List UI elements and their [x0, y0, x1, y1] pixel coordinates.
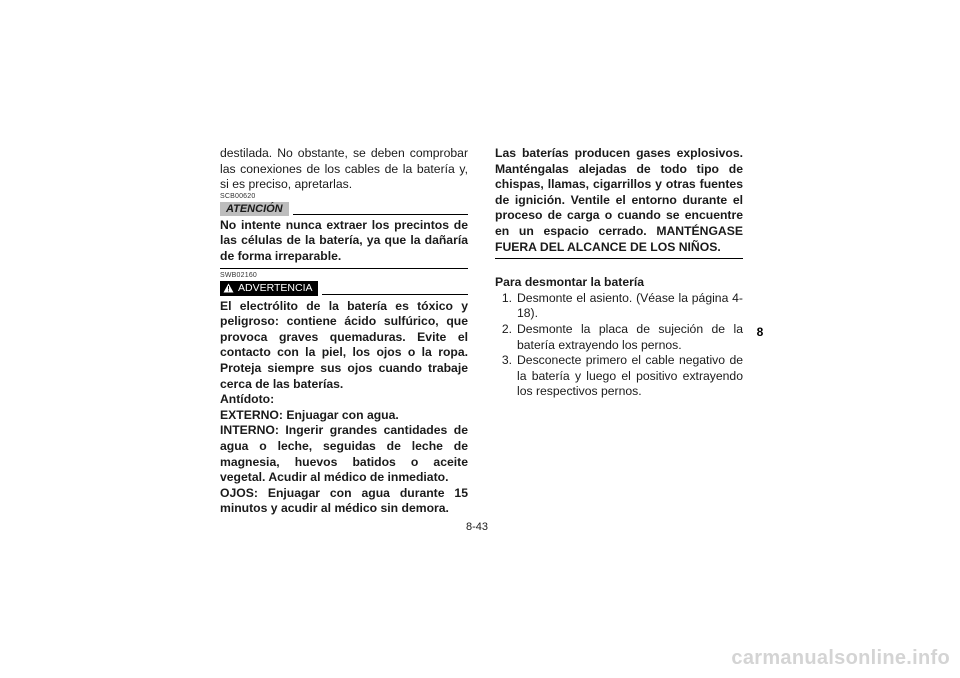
caution-label: ATENCIÓN — [220, 202, 289, 216]
step-number: 1. — [501, 290, 512, 305]
left-column — [220, 146, 468, 517]
warning-header — [220, 281, 468, 296]
page-number: 8-43 — [466, 521, 489, 533]
warning-label: ADVERTENCIA — [238, 281, 313, 294]
steps-list — [495, 291, 743, 400]
warning-text: El electrólito de la batería es tóxico y peligroso: contiene ácido sulfúrico, que provoca graves quemaduras. Evite el contacto con la piel, los ojos o la ropa. Proteja siempre sus ojos cuando trabaje cerca de las baterías. — [220, 298, 468, 391]
caution-code: SCB00620 — [220, 192, 256, 200]
warning-header-rule — [322, 294, 469, 295]
antidote-internal: INTERNO: Ingerir grandes cantidades de agua o leche, seguidas de leche de magnesia, huevos batidos o aceite vegetal. Acudir al médico de inmediato. — [220, 423, 468, 485]
warning-end-rule — [495, 258, 743, 259]
antidote-external: EXTERNO: Enjuagar con agua. — [220, 407, 399, 422]
warning-triangle-icon — [223, 283, 234, 293]
intro-paragraph: destilada. No obstante, se deben comprobar las conexiones de los cables de la batería y, si es preciso, apretarlas. — [220, 146, 468, 192]
step-number: 2. — [501, 321, 512, 336]
caution-end-rule — [220, 268, 468, 269]
caution-header — [220, 202, 468, 216]
list-item — [495, 353, 743, 400]
caution-header-rule — [293, 214, 468, 215]
warning-continued-text: Las baterías producen gases explosivos. Manténgalas alejadas de todo tipo de chispas, llamas, cigarrillos y otras fuentes de ignición. Ventile el entorno durante el proceso de carga o cuando se encuentre en un espacio cerrado. MANTÉNGASE FUERA DEL ALCANCE DE LOS NIÑOS. — [495, 146, 743, 254]
chapter-tab: 8 — [750, 320, 770, 344]
step-text: Desconecte primero el cable negativo de la batería y luego el positivo extrayendo los respectivos pernos. — [517, 353, 743, 399]
step-text: Desmonte el asiento. (Véase la página 4-18). — [517, 290, 743, 321]
caution-text: No intente nunca extraer los precintos de las células de la batería, ya que la dañaría de forma irreparable. — [220, 217, 468, 263]
section-title: Para desmontar la batería — [495, 275, 645, 290]
right-column — [495, 146, 743, 400]
antidote-title: Antídoto: — [220, 392, 275, 407]
step-text: Desmonte la placa de sujeción de la batería extrayendo los pernos. — [517, 321, 743, 352]
warning-label-box — [220, 281, 318, 296]
antidote-eyes: OJOS: Enjuagar con agua durante 15 minutos y acudir al médico sin demora. — [220, 485, 468, 516]
list-item — [495, 291, 743, 322]
list-item — [495, 322, 743, 353]
warning-code: SWB02160 — [220, 271, 258, 279]
watermark: carmanualsonline.info — [731, 647, 950, 669]
step-number: 3. — [501, 353, 512, 368]
